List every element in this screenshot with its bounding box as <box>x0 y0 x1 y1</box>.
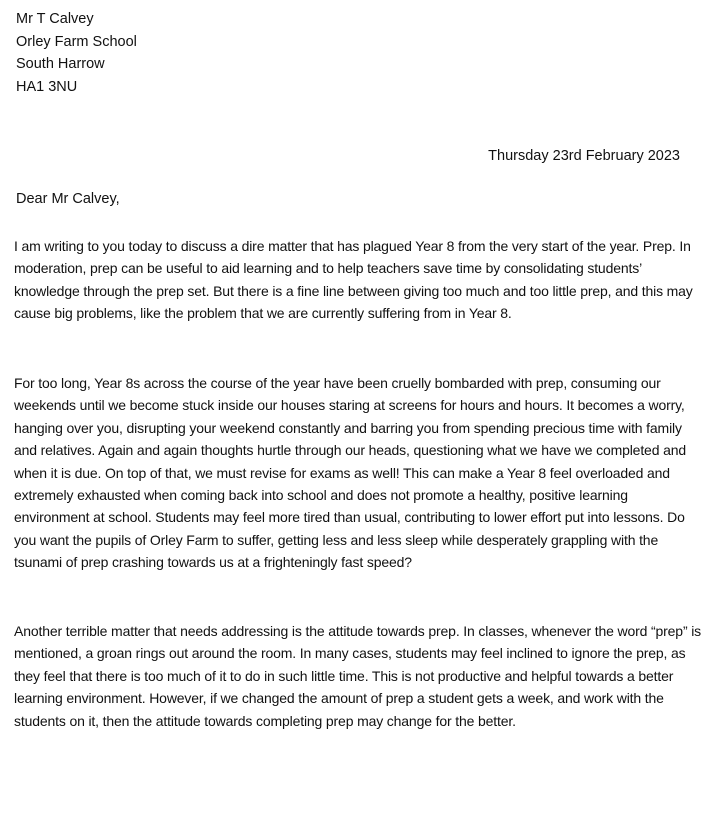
sender-address <box>16 8 137 98</box>
salutation: Dear Mr Calvey, <box>16 191 120 207</box>
letter-date: Thursday 23rd February 2023 <box>488 148 680 164</box>
sender-name: Mr T Calvey <box>16 11 94 27</box>
sender-town: South Harrow <box>16 56 105 72</box>
body-paragraph-3: Another terrible matter that needs addressing is the attitude towards prep. In classes, whenever the word “prep” is mentioned, a groan rings out around the room. In many cases, students may feel inclined to ignore the prep, as they feel that there is too much of it to do in such little time. This is not productive and helpful towards a better learning environment. However, if we changed the amount of prep a student gets a week, and work with the students on it, then the attitude towards completing prep may change for the better. <box>14 623 702 729</box>
body-paragraph-1: I am writing to you today to discuss a dire matter that has plagued Year 8 from the very start of the year. Prep. In moderation, prep can be useful to aid learning and to help teachers save time by consolidating students’ knowledge through the prep set. But there is a fine line between giving too much and too little prep, and this may cause big problems, like the problem that we are currently suffering from in Year 8. <box>14 238 693 322</box>
sender-postcode: HA1 3NU <box>16 78 78 95</box>
sender-school: Orley Farm School <box>16 33 137 50</box>
body-paragraph-2: For too long, Year 8s across the course of the year have been cruelly bombarded with prep, consuming our weekends until we become stuck inside our houses staring at screens for hours and hours. It becomes a worry, hanging over you, disrupting your weekend constantly and barring you from spending precious time with family and relatives. Again and again thoughts hurtle through our heads, questioning what we have we completed and when it is due. On top of that, we must revise for exams as well! This can make a Year 8 feel overloaded and extremely exhausted when coming back into school and does not promote a healthy, positive learning environment at school. Students may feel more tired than usual, contributing to lower effort put into lessons. Do you want the pupils of Orley Farm to suffer, getting less and less sleep while desperately grappling with the tsunami of prep crashing towards us at a frighteningly fast speed? <box>14 375 686 571</box>
